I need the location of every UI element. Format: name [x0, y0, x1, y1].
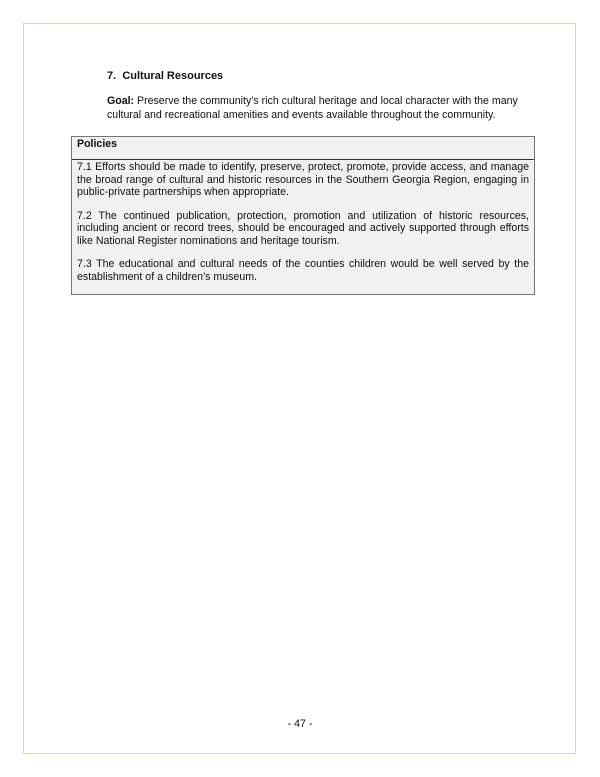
section-heading: [107, 70, 223, 82]
page-number: - 47 -: [287, 718, 313, 730]
section-number: 7.: [107, 70, 117, 82]
section-title: Cultural Resources: [122, 70, 224, 82]
goal-text: Preserve the community’s rich cultural heritage and local character with the many cultural and recreational amenities and events available throughout the community.: [107, 95, 518, 121]
policies-table: [71, 136, 535, 295]
policy-item: 7.3 The educational and cultural needs of the counties children would be well served by the establishment of a children’s museum.: [77, 258, 529, 283]
policies-header: Policies: [72, 137, 534, 160]
policy-item: 7.1 Efforts should be made to identify, preserve, protect, promote, provide access, and manage the broad range of cultural and historic resources in the Southern Georgia Region, engaging in public-private partnerships when appropriate.: [77, 161, 529, 198]
goal-label: Goal:: [107, 95, 135, 107]
policy-item: 7.2 The continued publication, protection, promotion and utilization of historic resources, including ancient or record trees, should be encouraged and actively supported through efforts like National Register nominations and heritage tourism.: [77, 209, 529, 247]
page-border: [23, 23, 576, 754]
goal-paragraph: [107, 95, 532, 122]
